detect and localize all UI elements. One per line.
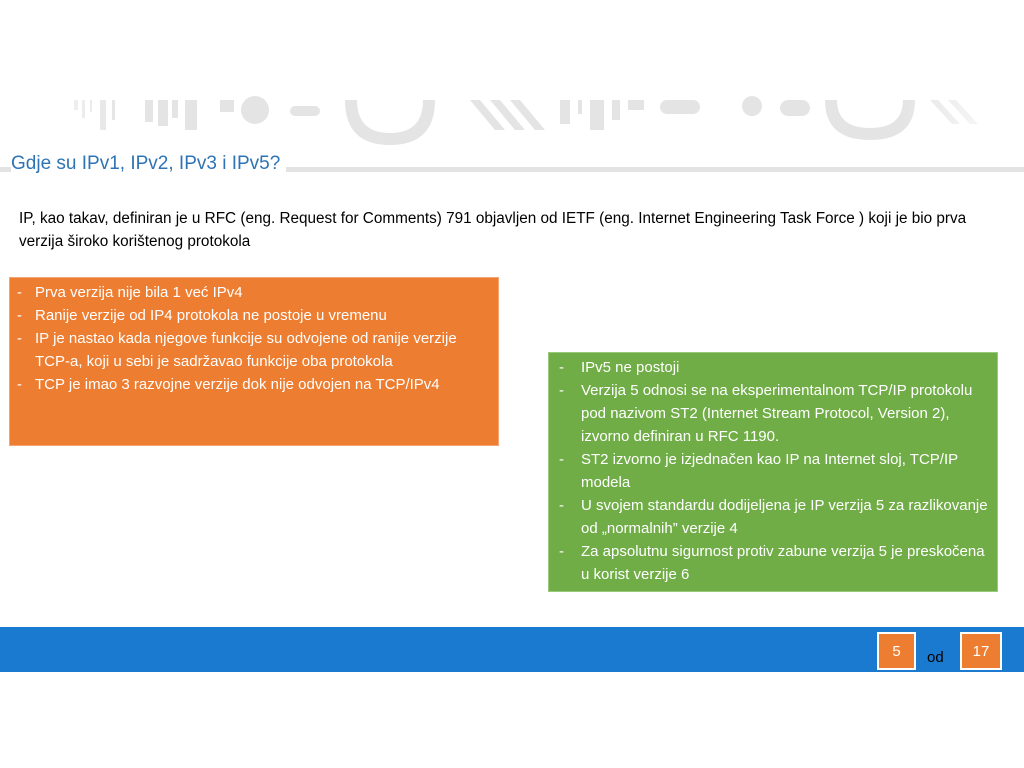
banner-graphic — [0, 92, 1024, 162]
green-bullet-list — [548, 356, 988, 586]
list-item: - Prva verzija nije bila 1 već IPv4 — [9, 281, 487, 304]
list-item: - IPv5 ne postoji — [548, 356, 988, 379]
total-pages-badge: 17 — [960, 632, 1002, 670]
page-separator: od — [927, 649, 944, 666]
list-item: - TCP je imao 3 razvojne verzije dok nije odvojen na TCP/IPv4 — [9, 373, 487, 396]
decorative-banner — [0, 92, 1024, 162]
green-info-box — [548, 352, 998, 592]
list-item: - IP je nastao kada njegove funkcije su odvojene od ranije verzije TCP-a, koji u sebi je sadržavao funkcije oba protokola — [9, 327, 487, 373]
list-item: - ST2 izvorno je izjednačen kao IP na Internet sloj, TCP/IP modela — [548, 448, 988, 494]
orange-bullet-list — [9, 281, 487, 396]
orange-info-box — [9, 277, 499, 446]
list-item: - Za apsolutnu sigurnost protiv zabune verzija 5 je preskočena u korist verzije 6 — [548, 540, 988, 586]
list-item: - U svojem standardu dodijeljena je IP verzija 5 za razlikovanje od „normalnih” verzije 4 — [548, 494, 988, 540]
list-item: - Ranije verzije od IP4 protokola ne postoje u vremenu — [9, 304, 487, 327]
list-item: - Verzija 5 odnosi se na eksperimentalnom TCP/IP protokolu pod nazivom ST2 (Internet Stream Protocol, Version 2), izvorno definiran u RFC 1190. — [548, 379, 988, 448]
intro-paragraph: IP, kao takav, definiran je u RFC (eng. Request for Comments) 791 objavljen od IETF (eng. Internet Engineering Task Force ) koji je bio prva verzija široko korištenog protokola — [19, 210, 967, 250]
current-page-badge: 5 — [877, 632, 916, 670]
slide-title: Gdje su IPv1, IPv2, IPv3 i IPv5? — [11, 153, 286, 175]
footer-bar — [0, 627, 1024, 672]
